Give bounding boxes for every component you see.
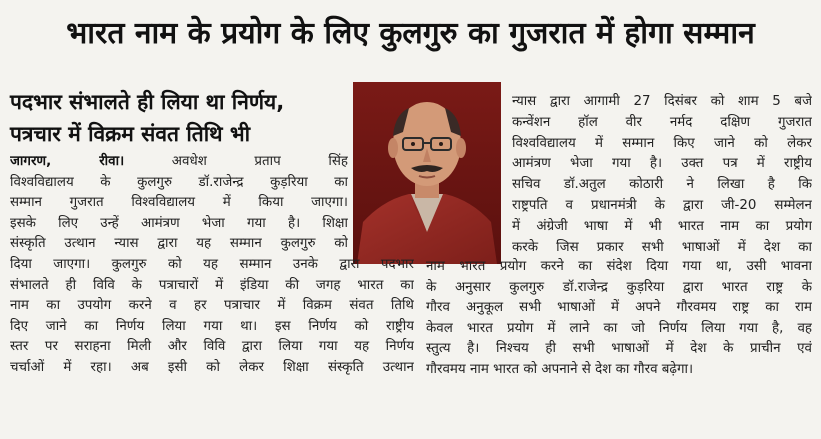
article-line: सचिव डॉ.अतुल कोठारी ने लिखा है कि — [512, 177, 812, 193]
article-line: नाम का उपयोग करने व हर पत्राचार में विक्रम संवत तिथि — [10, 298, 414, 314]
article-line: अवधेश प्रताप सिंह — [171, 154, 348, 169]
subheadline — [10, 86, 350, 150]
article-line: नाम भारत प्रयोग करने का संदेश दिया गया था, उसी भावना — [426, 259, 812, 274]
article-line: विश्वविद्यालय के कुलगुरु डॉ.राजेन्द्र कुड़रिया का — [10, 174, 348, 190]
article-line: चर्चाओं में रहा। अब इसी को लेकर शिक्षा संस्कृति उत्थान — [10, 359, 414, 375]
article-line: के अनुसार कुलगुरु डॉ.राजेन्द्र कुड़रिया द्वारा भारत राष्ट्र के — [426, 279, 812, 295]
subheadline-line-1: पदभार संभालते ही लिया था निर्णय, — [10, 90, 285, 114]
article-line: न्यास द्वारा आगामी 27 दिसंबर को शाम 5 बजे — [512, 94, 812, 109]
subheadline-line-2: पत्रचार में विक्रम संवत तिथि भी — [10, 122, 251, 146]
article-line: कन्वेंशन हॉल वीर नर्मद दक्षिण गुजरात — [512, 114, 812, 130]
article-line: करके जिस प्रकार सभी भाषाओं में देश का — [512, 239, 812, 255]
article-line: गौरवमय नाम भारत को अपनाने से देश का गौरव बढ़ेगा। — [426, 361, 694, 377]
headline: भारत नाम के प्रयोग के लिए कुलगुरु का गुजरात में होगा सम्मान — [66, 16, 755, 51]
article-line: संस्कृति उत्थान न्यास द्वारा यह सम्मान कुलगुरु को — [10, 236, 348, 252]
article-line: संभालते ही विवि के पत्राचारों में इंडिया की जगह भारत का — [10, 277, 414, 293]
article-line: दिए जाने का निर्णय लिया गया था। इस निर्णय को राष्ट्रीय — [10, 318, 414, 334]
article-line: विश्वविद्यालय में सम्मान किए जाने को लेकर — [512, 135, 812, 151]
article-line: आमंत्रण भेजा गया है। उक्त पत्र में राष्ट्रीय — [512, 156, 812, 172]
article-line: सम्मान गुजरात विश्वविद्यालय में किया जाएगा। — [10, 195, 348, 211]
article-line-first — [10, 152, 348, 173]
article-line: में अंग्रेजी भाषा में भी भारत नाम का प्रयोग — [512, 218, 812, 234]
article-column-right — [512, 92, 812, 258]
article-column-bottom — [426, 257, 812, 381]
article-line: केवल भारत प्रयोग में लाने का जो निर्णय लिया गया है, वह — [426, 320, 812, 336]
article-line: राष्ट्रपति व प्रधानमंत्री के द्वारा जी-20 सम्मेलन — [512, 197, 812, 213]
article-line: गौरव अनुकूल सभी भाषाओं में अपने गौरवमय राष्ट्र का राम — [426, 300, 812, 316]
dateline: जागरण, रीवा। — [10, 154, 125, 169]
article-line: स्तुत्य है। निश्चय ही सभी भाषाओं में देश के प्राचीन एवं — [426, 341, 812, 357]
article-line: इसके लिए उन्हें आमंत्रण भेजा गया है। शिक्षा — [10, 215, 348, 231]
article-line: दिया जाएगा। कुलगुरु को यह सम्मान उनके द्वारा पदभार — [10, 256, 414, 272]
article-line: स्तर पर सराहना मिली और विवि द्वारा लिया गया यह निर्णय — [10, 339, 414, 355]
